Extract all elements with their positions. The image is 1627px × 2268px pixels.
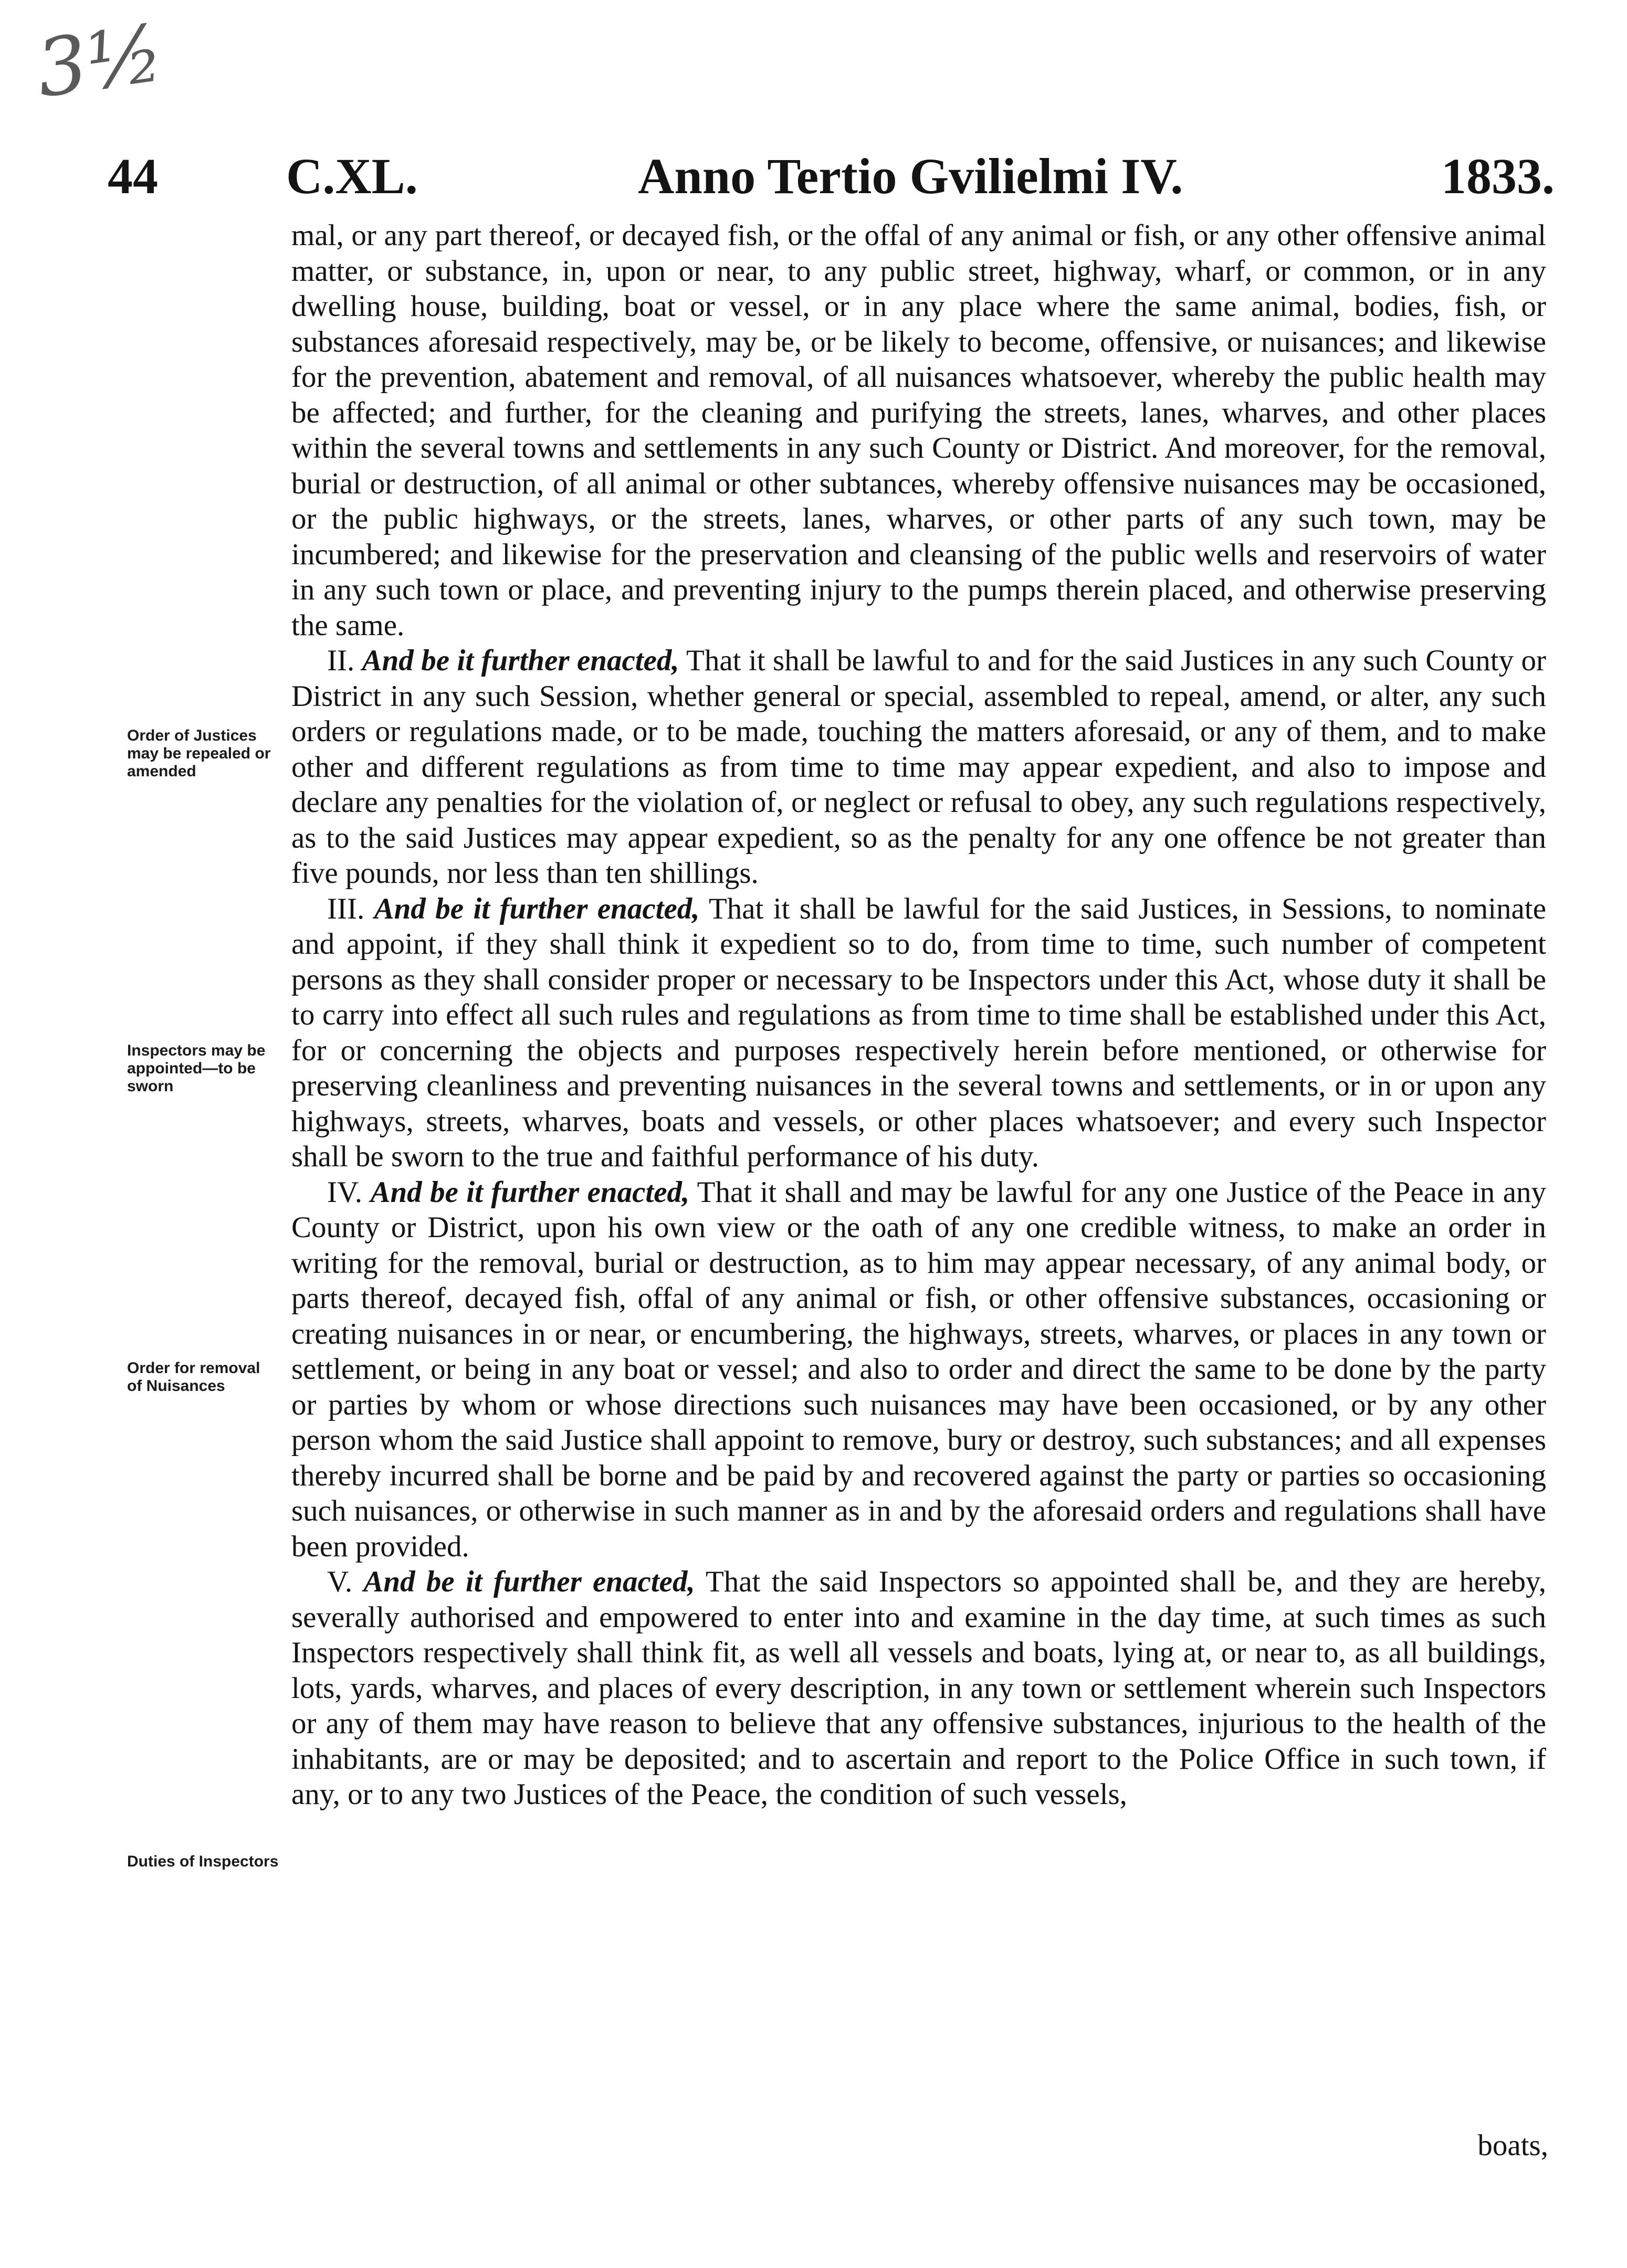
margin-note: Inspectors may be appointed—to be sworn [127,1042,266,1095]
enacting-clause: And be it further enacted, [363,1565,695,1598]
section-text: That the said Inspectors so appointed shall be, and they are hereby, severally authorised and empowered to enter into and examine in the day time, at such times as such Inspectors respectively shall think fit, as well all vessels and boats, lying at, or near to, as all buildings, lots, yards, wharves, and places of every description, in any town or settlement wherein such Inspectors or any of them may have reason to believe that any offensive substances, injurious to the health of the inhabitants, are or may be deposited; and to ascertain and report to the Police Office in such town, if any, or to any two Justices of the Peace, the condition of such vessels, [291,1565,1546,1811]
enacting-clause: And be it further enacted, [370,1175,690,1209]
margin-note: Order of Justices may be repealed or amended [127,727,271,780]
section-number: V. [327,1565,353,1598]
folio-mark: 3½ [31,7,169,115]
section-text: That it shall and may be lawful for any one Justice of the Peace in any County or District, upon his own view or the oath of any one credible witness, to make an order in writing for the removal, burial or destruction, as to him may appear necessary, of any animal body, or parts thereof, decayed fish, offal of any animal or fish, or other offensive substances, occasioning or creating nuisances in or near, or encumbering, the highways, streets, wharves, or places in any town or settlement, or being in any boat or vessel; and also to order and direct the same to be done by the party or parties by whom or whose directions such nuisances may have been occasioned, or by any other person whom the said Justice shall appoint to remove, bury or destroy, such substances; and all expenses thereby incurred shall be borne and be paid by and recovered against the party or parties so occasioning such nuisances, or otherwise in such manner as in and by the aforesaid orders and regulations shall have been provided. [291,1175,1546,1563]
page-number: 44 [108,148,158,204]
catchword: boats, [1477,2129,1548,2162]
running-title: Anno Tertio Gvilielmi IV. [638,148,1183,204]
enacting-clause: And be it further enacted, [374,892,700,925]
section-5 [291,1564,1546,1812]
section-number: II. [327,644,355,677]
chapter-number: C.XL. [286,148,418,204]
section-2 [291,643,1546,891]
section-text: That it shall be lawful for the said Justices, in Sessions, to nominate and appoint, if they shall think it expedient so to do, from time to time, such number of competent persons as they shall consider proper or necessary to be Inspectors under this Act, whose duty it shall be to carry into effect all such rules and regulations as from time to time shall be established under this Act, for or concerning the objects and purposes respectively herein before mentioned, or otherwise for preserving cleanliness and preventing nuisances in the several towns and settlements, or in or upon any highways, streets, wharves, boats and vessels, or other places whatsoever; and every such Inspector shall be sworn to the true and faithful performance of his duty. [291,892,1546,1173]
section-4 [291,1175,1546,1565]
enacting-clause: And be it further enacted, [362,644,679,677]
section-3 [291,891,1546,1175]
section-text: That it shall be lawful to and for the said Justices in any such County or District in any such Session, whether general or special, assembled to repeal, amend, or alter, any such orders or regulations made, or to be made, touching the matters aforesaid, or any of them, and to make other and different regulations as from time to time may appear expedient, and also to impose and declare any penalties for the violation of, or neglect or refusal to obey, any such regulations respectively, as to the said Justices may appear expedient, so as the penalty for any one offence be not greater than five pounds, nor less than ten shillings. [291,644,1546,890]
margin-notes [127,0,279,2268]
intro-paragraph: mal, or any part thereof, or decayed fish, or the offal of any animal or fish, or any other offensive animal matter, or substance, in, upon or near, to any public street, highway, wharf, or common, or in any dwelling house, building, boat or vessel, or in any place where the same animal, bodies, fish, or substances aforesaid respectively, may be, or be likely to become, offensive, or nuisances; and likewise for the prevention, abatement and removal, of all nuisances whatsoever, whereby the public health may be affected; and further, for the cleaning and purifying the streets, lanes, wharves, and other places within the several towns and settlements in any such County or District. And moreover, for the removal, burial or destruction, of all animal or other subtances, whereby offensive nuisances may be occasioned, or the public highways, or the streets, lanes, wharves, or other parts of any such town, may be incumbered; and likewise for the preservation and cleansing of the public wells and reservoirs of water in any such town or place, and preventing injury to the pumps therein placed, and otherwise preserving the same. [291,219,1546,642]
body-text [291,218,1546,1812]
margin-note: Order for removal of Nuisances [127,1359,260,1395]
year: 1833. [1441,148,1555,204]
section-number: III. [327,892,365,925]
section-number: IV. [327,1175,363,1209]
margin-note: Duties of Inspectors [127,1853,279,1870]
